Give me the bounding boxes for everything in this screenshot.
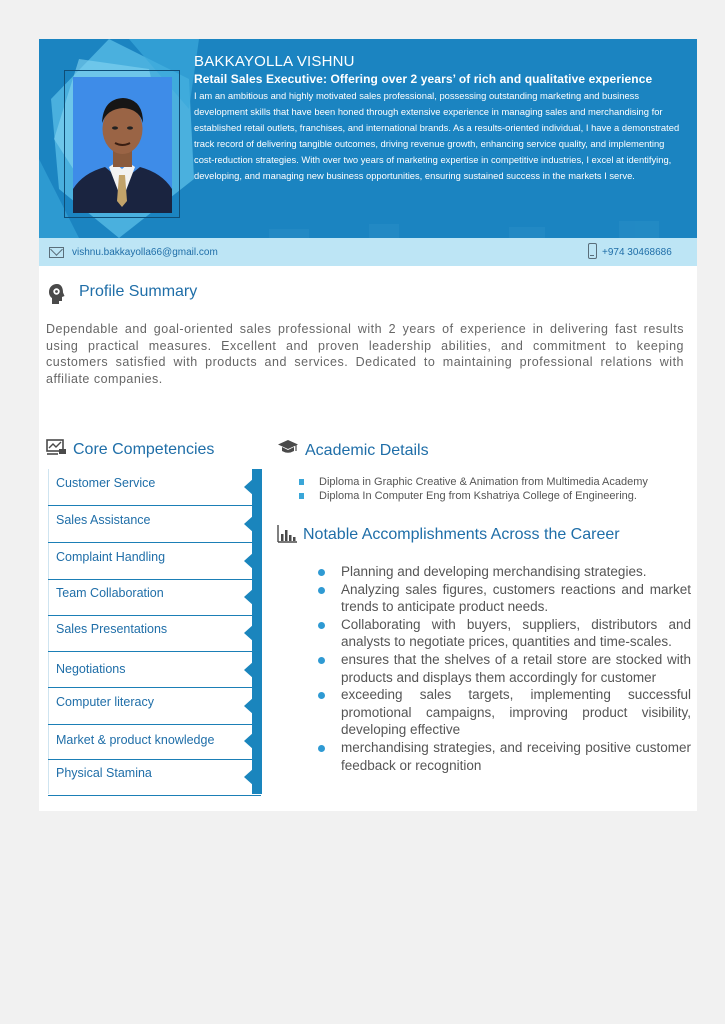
photo-frame — [64, 70, 180, 218]
contact-bar — [39, 238, 697, 266]
accomplishments-heading: Notable Accomplishments Across the Career — [303, 526, 620, 543]
phone-icon — [588, 243, 597, 259]
list-item: Customer Service — [48, 469, 261, 506]
list-notch — [244, 552, 254, 570]
academic-list — [297, 476, 648, 504]
list-notch — [244, 515, 254, 533]
academic-details-heading: Academic Details — [305, 442, 429, 459]
resume-page — [39, 39, 697, 811]
list-item: Planning and developing merchandising strategies. — [318, 563, 691, 581]
list-notch — [244, 697, 254, 715]
mail-icon — [49, 247, 64, 258]
candidate-bio: I am an ambitious and highly motivated sales professional, possessing outstanding marketing and business development skills that have been honed through extensive experience in managing sales and merchandising for established retail outlets, franchises, and international brands. As a results-oriented individual, I have a demonstrated track record of delivering tangible outcomes, driving revenue growth, enhancing service quality, and implementing cost-reduction strategies. With over two years of marketing expertise in competitive industries, I excel at identifying, developing, and managing new business opportunities, ensuring sustained success in the markets I serve. — [194, 90, 680, 181]
list-item: Computer literacy — [48, 688, 261, 725]
list-item: Analyzing sales figures, customers reactions and market trends to anticipate product needs. — [318, 581, 691, 616]
list-item: Negotiations — [48, 651, 261, 688]
header-banner — [39, 39, 697, 238]
list-item: Diploma in Graphic Creative & Animation from Multimedia Academy — [297, 476, 648, 488]
candidate-name: BAKKAYOLLA VISHNU — [194, 53, 355, 70]
list-item: Complaint Handling — [48, 543, 261, 580]
candidate-headline: Retail Sales Executive: Offering over 2 years’ of rich and qualitative experience — [194, 72, 653, 86]
list-item: Market & product knowledge — [48, 723, 261, 760]
list-notch — [244, 478, 254, 496]
presentation-icon — [46, 439, 67, 455]
list-notch — [244, 732, 254, 750]
list-notch — [244, 588, 254, 606]
email-link[interactable]: vishnu.bakkayolla66@gmail.com — [72, 247, 218, 258]
accomplishments-list — [318, 563, 691, 774]
profile-photo — [73, 77, 172, 213]
list-item: Collaborating with buyers, suppliers, distributors and analysts to negotiate prices, quantities and time-scales. — [318, 616, 691, 651]
profile-summary-text: Dependable and goal-oriented sales professional with 2 years of experience in delivering fast results using practical measures. Excellent and proven leadership abilities, and commitment to keeping customers satisfied with products and services. Dedicated to maintaining professional relations with affiliate companies. — [46, 322, 684, 386]
list-item: Sales Presentations — [48, 615, 261, 652]
competencies-list — [48, 469, 261, 794]
head-gear-icon — [48, 283, 66, 305]
list-item: merchandising strategies, and receiving positive customer feedback or recognition — [318, 739, 691, 774]
list-item: Diploma In Computer Eng from Kshatriya College of Engineering. — [297, 490, 648, 502]
phone-number: +974 30468686 — [602, 247, 672, 258]
profile-summary-heading: Profile Summary — [79, 283, 198, 300]
graduation-cap-icon — [277, 439, 299, 455]
list-item: ensures that the shelves of a retail store are stocked with products and displays them accordingly for customer — [318, 651, 691, 686]
bar-chart-icon — [277, 525, 297, 543]
list-item: exceeding sales targets, implementing successful promotional campaigns, improving product visibility, developing effective — [318, 686, 691, 739]
list-notch — [244, 768, 254, 786]
core-competencies-heading: Core Competencies — [73, 441, 215, 458]
list-notch — [244, 624, 254, 642]
list-item: Team Collaboration — [48, 579, 261, 616]
list-item: Sales Assistance — [48, 506, 261, 543]
list-item: Physical Stamina — [48, 759, 261, 796]
list-notch — [244, 661, 254, 679]
